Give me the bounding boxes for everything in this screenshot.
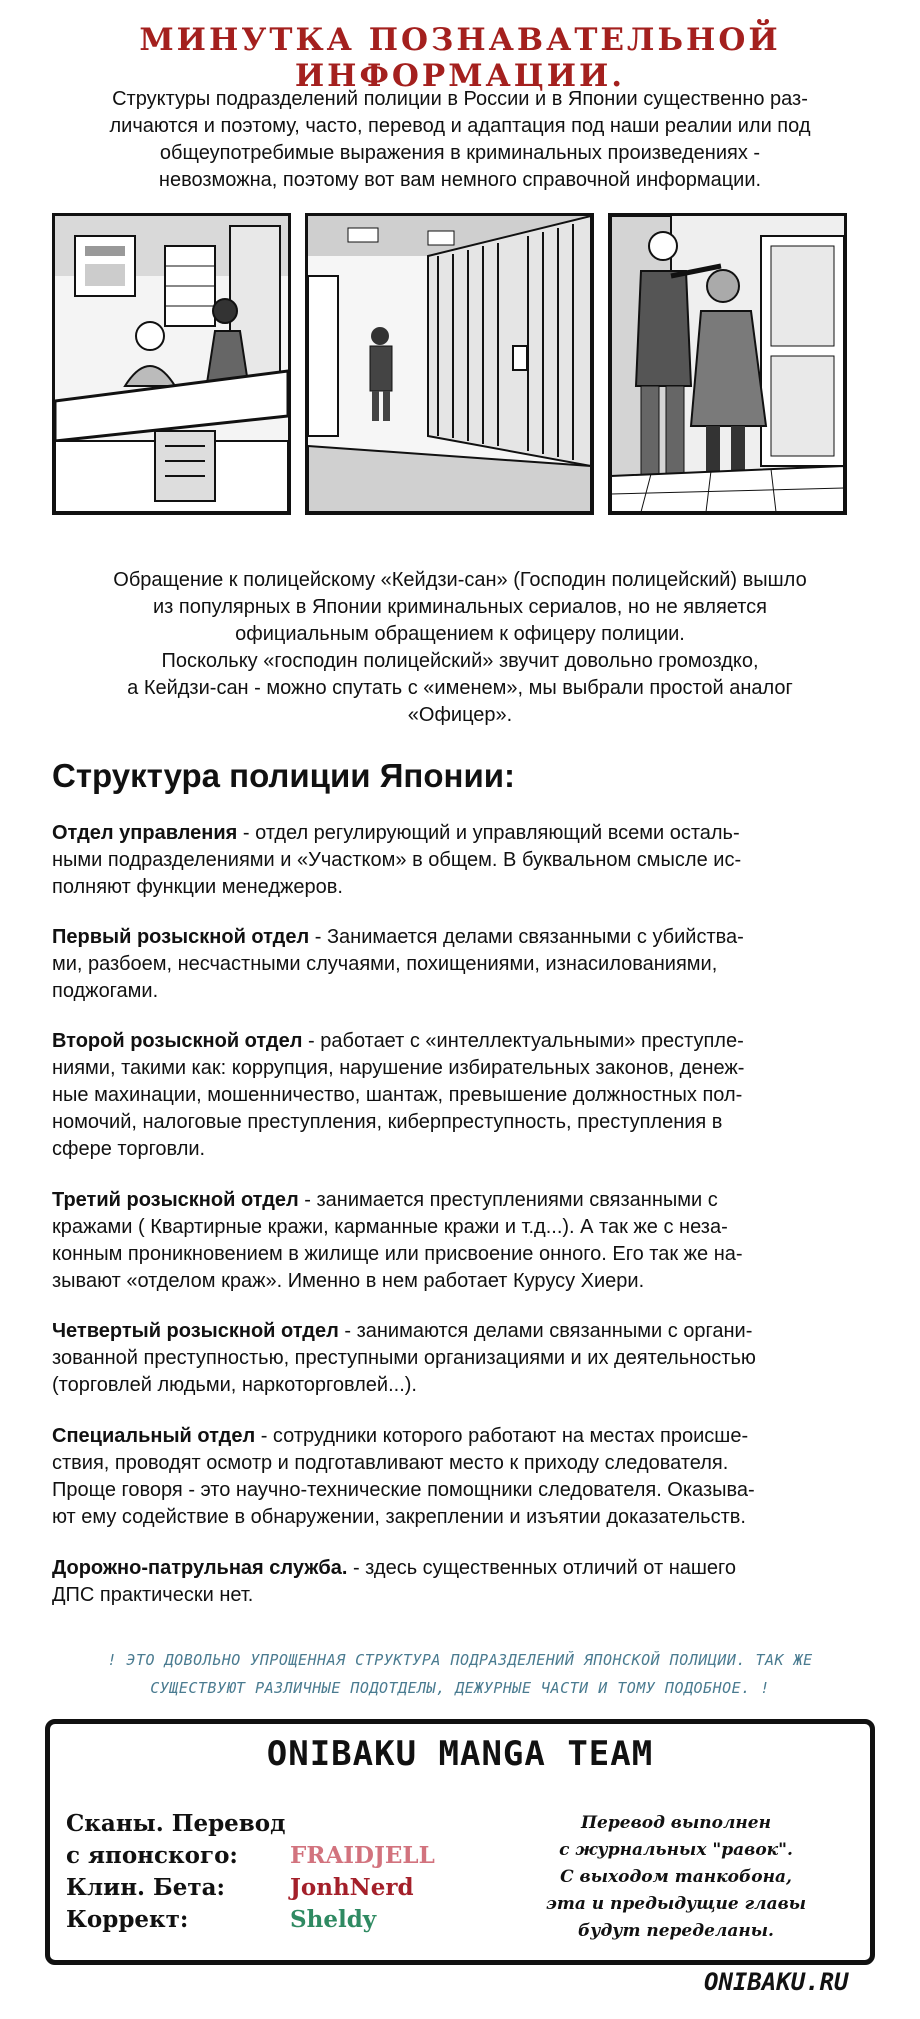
department-first-investigation <box>52 924 872 1005</box>
credit-label: с японского: <box>66 1842 238 1869</box>
site-link[interactable]: ONIBAKU.RU <box>704 1968 849 1996</box>
department-third-investigation <box>52 1187 872 1295</box>
translation-note-line: с журнальных "равок". <box>559 1840 793 1860</box>
honorific-explanation <box>40 567 880 729</box>
department-text: сфере торговли. <box>52 1138 206 1160</box>
intro-line: невозможна, поэтому вот вам немного справочной информации. <box>158 169 762 191</box>
translation-note-line: эта и предыдущие главы <box>545 1894 807 1914</box>
department-text: - отдел регулирующий и управляющий всеми осталь- <box>237 822 740 844</box>
doorway-illustration <box>611 216 844 512</box>
department-text: - сотрудники которого работают на местах происше- <box>255 1425 749 1447</box>
department-text: - здесь существенных отличий от нашего <box>347 1557 737 1579</box>
credit-name-cleaner: JonhNerd <box>290 1874 414 1901</box>
explanation-line: Обращение к полицейскому «Кейдзи-сан» (Господин полицейский) вышло <box>113 569 807 591</box>
manga-panel-doorway <box>608 213 847 515</box>
page-title: МИНУТКА ПОЗНАВАТЕЛЬНОЙ ИНФОРМАЦИИ. <box>139 22 781 94</box>
intro-paragraph <box>40 86 880 194</box>
department-name: Специальный отдел <box>52 1425 256 1447</box>
explanation-line: из популярных в Японии криминальных сериалов, но не является <box>152 596 768 618</box>
department-text: кражами ( Квартирные кражи, карманные кражи и т.д...). А так же с неза- <box>52 1216 728 1238</box>
department-text: ют ему содействие в обнаружении, закреплении и изъятии доказательств. <box>52 1506 746 1528</box>
department-name: Дорожно-патрульная служба. <box>52 1557 348 1579</box>
explanation-line: «Офицер». <box>407 704 513 726</box>
department-text: ные махинации, мошенничество, шантаж, превышение должностных пол- <box>52 1084 743 1106</box>
corridor-illustration <box>308 216 591 512</box>
intro-line: личаются и поэтому, часто, перевод и адаптация под наши реалии или под <box>109 115 811 137</box>
manga-panel-corridor <box>305 213 594 515</box>
department-text: Проще говоря - это научно-технические помощники следователя. Оказыва- <box>52 1479 755 1501</box>
department-fourth-investigation <box>52 1318 872 1399</box>
manga-panel-reception <box>52 213 291 515</box>
department-text: зывают «отделом краж». Именно в нем работает Курусу Хиери. <box>52 1270 645 1292</box>
department-text: - работает с «интеллектуальными» преступле- <box>302 1030 744 1052</box>
explanation-line: Поскольку «господин полицейский» звучит довольно громоздко, <box>161 650 759 672</box>
department-text: ниями, такими как: коррупция, нарушение избирательных законов, денеж- <box>52 1057 745 1079</box>
department-text: ными подразделениями и «Участком» в общем. В буквальном смысле ис- <box>52 849 742 871</box>
credit-name-proofreader: Sheldy <box>290 1906 377 1933</box>
department-name: Отдел управления <box>52 822 238 844</box>
explanation-line: официальным обращением к офицеру полиции. <box>235 623 685 645</box>
department-text: конным проникновением в жилище или присвоение онного. Его так же на- <box>52 1243 743 1265</box>
department-name: Первый розыскной отдел <box>52 926 310 948</box>
team-name: ONIBAKU MANGA TEAM <box>266 1734 654 1774</box>
department-text: поджогами. <box>52 980 159 1002</box>
translation-note-line: будут переделаны. <box>578 1921 774 1941</box>
department-text: - занимаются делами связанными с органи- <box>338 1320 753 1342</box>
department-management <box>52 820 872 901</box>
explanation-line: а Кейдзи-сан - можно спутать с «именем», мы выбрали простой аналог <box>127 677 793 699</box>
translation-note-line: С выходом танкобона, <box>560 1867 792 1887</box>
section-heading: Структура полиции Японии: <box>52 757 516 794</box>
translation-note <box>526 1810 826 1945</box>
department-text: зованной преступностью, преступными организациями и их деятельностью <box>52 1347 756 1369</box>
department-second-investigation <box>52 1028 872 1163</box>
department-special <box>52 1423 872 1531</box>
credit-label: Сканы. Перевод <box>66 1810 286 1837</box>
department-name: Второй розыскной отдел <box>52 1030 303 1052</box>
department-text: ствия, проводят осмотр и подготавливают место к приходу следователя. <box>52 1452 729 1474</box>
reception-illustration <box>55 216 288 512</box>
department-name: Четвертый розыскной отдел <box>52 1320 339 1342</box>
department-name: Третий розыскной отдел <box>52 1189 299 1211</box>
intro-line: Структуры подразделений полиции в России и в Японии существенно раз- <box>112 88 808 110</box>
footnote <box>40 1646 880 1702</box>
department-text: - Занимается делами связанными с убийства- <box>309 926 744 948</box>
credits-box <box>45 1719 875 1965</box>
department-text: полняют функции менеджеров. <box>52 876 343 898</box>
department-text: номочий, налоговые преступления, киберпреступность, преступления в <box>52 1111 723 1133</box>
department-traffic-patrol <box>52 1555 872 1609</box>
footnote-line: ! ЭТО ДОВОЛЬНО УПРОЩЕННАЯ СТРУКТУРА ПОДРАЗДЕЛЕНИЙ ЯПОНСКОЙ ПОЛИЦИИ. ТАК ЖЕ <box>107 1651 813 1669</box>
credit-label: Коррект: <box>66 1906 189 1933</box>
footnote-line: СУЩЕСТВУЮТ РАЗЛИЧНЫЕ ПОДОТДЕЛЫ, ДЕЖУРНЫЕ ЧАСТИ И ТОМУ ПОДОБНОЕ. ! <box>150 1679 770 1697</box>
credit-label: Клин. Бета: <box>66 1874 225 1901</box>
credit-name-translator: FRAIDJELL <box>290 1842 435 1869</box>
department-text: (торговлей людьми, наркоторговлей...). <box>52 1374 417 1396</box>
department-text: ДПС практически нет. <box>52 1584 254 1606</box>
department-text: - занимается преступлениями связанными с <box>298 1189 718 1211</box>
intro-line: общеупотребимые выражения в криминальных произведениях - <box>159 142 761 164</box>
translation-note-line: Перевод выполнен <box>580 1813 772 1833</box>
department-text: ми, разбоем, несчастными случаями, похищениями, изнасилованиями, <box>52 953 718 975</box>
